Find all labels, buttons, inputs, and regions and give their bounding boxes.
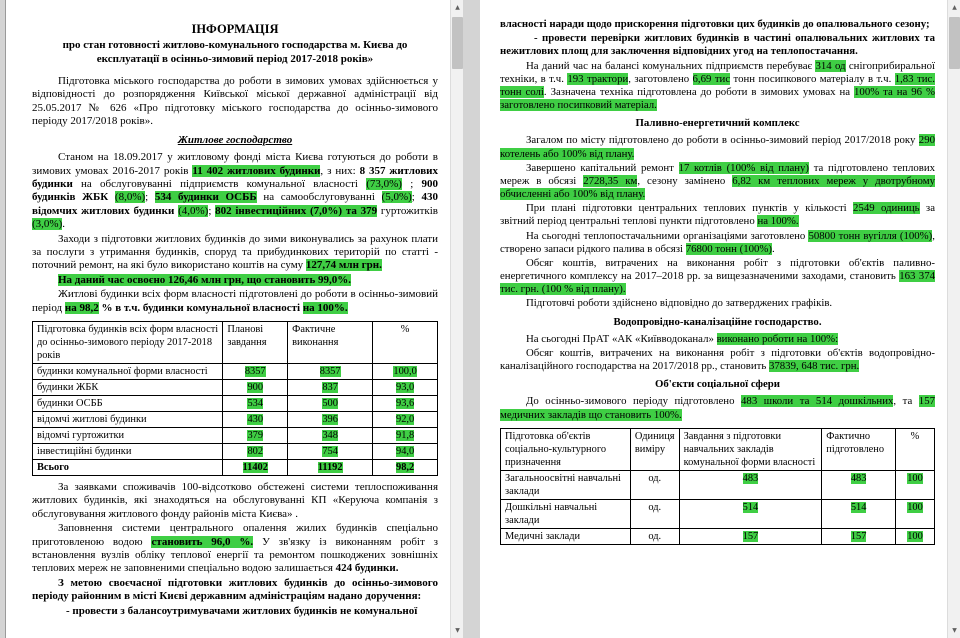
- text-run: , заготовлено: [628, 72, 693, 85]
- table-cell: [373, 459, 438, 475]
- text-run: становить 96,0 %.: [151, 535, 254, 548]
- text-run: 424 будинки.: [335, 562, 399, 575]
- section-heading-housing: Житлове господарство: [177, 133, 293, 146]
- text-run: , з них:: [320, 164, 360, 177]
- table-header-cell: Фактично підготовлено: [822, 428, 896, 470]
- paragraph-water-costs: [500, 347, 935, 373]
- text-run: 17 котлів (100% від плану): [678, 161, 810, 174]
- text-run: 6,69 тис: [692, 72, 731, 85]
- text-run: (4,0%): [178, 204, 209, 217]
- table-row: [33, 379, 438, 395]
- text-run: На сьогодні ПрАТ «АК «Київводоканал»: [526, 332, 717, 345]
- table-cell-value: 11402: [242, 461, 268, 473]
- table-cell: [679, 499, 822, 528]
- text-run: 314 од: [815, 59, 846, 72]
- text-run: , створено запаси рідкого палива в обсязі: [500, 229, 935, 255]
- table-cell: [822, 470, 896, 499]
- housing-readiness-table: [32, 321, 438, 476]
- text-run: ;: [145, 191, 155, 204]
- table-row: [33, 427, 438, 443]
- table-cell-value: 483: [742, 472, 759, 484]
- table-cell-value: 8357: [319, 365, 341, 377]
- left-page-scrollbar[interactable]: [450, 0, 463, 638]
- table-row: [33, 459, 438, 475]
- paragraph-continuation: [500, 18, 935, 31]
- text-run: (3,0%): [32, 218, 63, 231]
- table-cell-value: 837: [322, 381, 338, 393]
- text-run: Обсяг коштів, витрачених на виконання робіт з підготовки об'єктів водопровідно-каналізаційного господарства на 2017/2018 рр., становить: [500, 346, 935, 373]
- text-run: (8,0%): [114, 191, 146, 204]
- text-run: та підготовлено теплових мереж в обсязі: [500, 161, 936, 187]
- text-run: 76800 тонн (100%): [685, 242, 772, 255]
- text-run: Підготовчі роботи здійснено відповідно до затверджених графіків.: [526, 297, 833, 310]
- right-page-scrollbar[interactable]: [947, 0, 960, 638]
- paragraph-fuel-reserves: [500, 230, 935, 256]
- table-cell-value: 514: [850, 501, 867, 513]
- text-run: ;: [401, 177, 422, 190]
- table-cell: [288, 443, 373, 459]
- text-run: 163 374 тис. грн. (100 % від плану).: [500, 270, 935, 296]
- section-heading-water: Водопровідно-каналізаційне господарство.: [613, 315, 822, 328]
- text-run: 534 будинки ОСББ: [154, 191, 257, 204]
- table-cell-value: 379: [247, 429, 264, 441]
- text-run: ;: [208, 204, 216, 217]
- paragraph-heating-fill: [32, 522, 438, 576]
- paragraph-schedules: [500, 297, 935, 310]
- table-cell-value: 92,0: [396, 413, 415, 425]
- table-cell: [223, 443, 288, 459]
- page-right: [480, 0, 960, 638]
- table-cell-value: 802: [247, 445, 264, 457]
- table-cell: [896, 470, 935, 499]
- table-cell-value: 100: [907, 530, 923, 542]
- table-cell: відомчі житлові будинки: [33, 411, 223, 427]
- scroll-up-icon: ▲: [455, 4, 460, 11]
- table-row: [501, 470, 935, 499]
- text-run: 2549 одиниць: [853, 202, 920, 215]
- text-run: (5,0%): [381, 191, 412, 204]
- social-objects-table: [500, 428, 935, 545]
- table-row: [33, 395, 438, 411]
- text-run: За заявками споживачів 100-відсотково обстежені системи теплоспоживання житлових будинків, які знаходяться на обслуговуванні КП «Керуюча компанія з обслуговування житлового фонду районів міста Києва» .: [32, 480, 438, 520]
- table-cell: [223, 459, 288, 475]
- table-cell-value: 93,0: [396, 381, 415, 393]
- text-run: Загалом по місту підготовлено до роботи в осінньо-зимовий період 2017/2018 року: [526, 134, 919, 147]
- table-header-row: [501, 428, 935, 470]
- text-run: 1,83 тис. тонн солі: [500, 72, 935, 98]
- text-run: Завершено капітальний ремонт: [526, 161, 679, 174]
- table-cell: будинки комунальної форми власності: [33, 363, 223, 379]
- table-cell-value: 8357: [244, 365, 266, 377]
- text-run: у двотрубному обчисленні або 100% від плану.: [500, 174, 935, 201]
- paragraph-boiler-houses: [500, 134, 935, 160]
- table-cell-value: 100,0: [393, 365, 417, 377]
- document-title: ІНФОРМАЦІЯ: [191, 22, 279, 36]
- text-run: Станом на 18.09.2017 у житловому фонді міста Києва готуються до роботи в зимових умовах 2016-2017 років: [32, 151, 438, 177]
- table-cell: Всього: [33, 459, 223, 475]
- scroll-down-icon: ▼: [455, 627, 460, 634]
- table-row: [501, 528, 935, 544]
- text-run: 100% та на 96 % заготовлено посипковий матеріал.: [500, 85, 935, 112]
- table-cell: [288, 395, 373, 411]
- text-run: (73,0%): [366, 177, 402, 190]
- text-run: .: [772, 242, 775, 255]
- text-run: 430 відомчих житлових будинки: [32, 191, 439, 217]
- table-cell-value: 93,6: [396, 397, 415, 409]
- paragraph-boiler-repair: [500, 162, 935, 202]
- paragraph-intro: [32, 75, 438, 129]
- table-header-cell: Фактичне виконання: [288, 321, 373, 363]
- table-cell: [223, 427, 288, 443]
- text-run: 127,74 млн грн.: [305, 259, 382, 272]
- text-run: , та: [893, 395, 919, 408]
- text-run: Заповнення системи центрального опалення жилих будинків спеціально приготовленою водою: [32, 522, 438, 548]
- section-heading-social: Об'єкти соціальної сфери: [654, 378, 781, 391]
- table-cell: Медичні заклади: [501, 528, 631, 544]
- text-run: 290 котелень або 100% від плану.: [500, 134, 935, 160]
- text-run: Заходи з підготовки житлових будинків до зими виконувались за рахунок плати за послуги з утримання будинків, споруд та прибудинкових територій по статті - поточний ремонт, на які було використано коштів на суму: [32, 232, 438, 272]
- table-cell: [223, 363, 288, 379]
- text-run: виконано роботи на 100%:: [716, 332, 839, 345]
- text-run: на 100%.: [302, 301, 348, 314]
- text-run: % в т.ч. будинки комунальної власності: [98, 301, 303, 314]
- table-cell: [373, 427, 438, 443]
- text-run: 8 357 житлових будинки: [32, 164, 438, 190]
- text-run: Житлові будинки всіх форм власності підготовлені до роботи в осінньо-зимовий період: [32, 288, 438, 314]
- table-cell: [679, 470, 822, 499]
- text-run: на самообслуговуванні: [256, 191, 382, 204]
- text-run: - провести з балансоутримувачами житлових будинків не комунальної: [66, 604, 418, 617]
- table-cell-value: 514: [742, 501, 759, 513]
- text-run: 157 медичних закладів що становить 100%.: [500, 395, 935, 421]
- paragraph-funds-used: [32, 274, 438, 287]
- table-cell: од.: [630, 528, 679, 544]
- table-cell: [223, 379, 288, 395]
- text-run: На даний час освоєно 126,46 млн грн, що становить 99,0%.: [58, 273, 352, 286]
- text-run: гуртожитків: [377, 204, 438, 217]
- table-cell: Загальноосвітні навчальні заклади: [501, 470, 631, 499]
- table-cell-value: 754: [322, 445, 338, 457]
- text-run: на 98,2: [64, 301, 99, 314]
- document-subtitle: про стан готовності житлово-комунального господарства м. Києва до експлуатації в осінньо-зимовий період 2017-2018 років»: [62, 39, 408, 65]
- table-cell: [373, 363, 438, 379]
- table-cell: будинки ЖБК: [33, 379, 223, 395]
- text-run: 11 402 житлових будинки: [192, 164, 321, 177]
- table-cell: інвестиційні будинки: [33, 443, 223, 459]
- table-cell-value: 91,8: [396, 429, 415, 441]
- table-cell-value: 100: [907, 472, 923, 484]
- table-cell: [223, 411, 288, 427]
- table-cell: [373, 443, 438, 459]
- text-run: власності наради щодо прискорення підготовки цих будинків до опалювального сезону;: [500, 18, 930, 30]
- table-cell: Дошкільні навчальні заклади: [501, 499, 631, 528]
- text-run: 802 інвестиційних (7,0%) та 379: [215, 204, 378, 217]
- paragraph-vodokanal: [500, 333, 935, 346]
- scroll-down-icon: ▼: [952, 627, 957, 634]
- text-run: . Зазначена техніка підготовлена до роботи в зимових умовах на: [543, 85, 855, 98]
- table-cell-value: 430: [247, 413, 264, 425]
- text-run: 37839, 648 тис. грн.: [768, 360, 860, 373]
- page-left: [5, 0, 463, 638]
- text-run: До осінньо-зимового періоду підготовлено: [526, 395, 742, 408]
- scroll-up-icon: ▲: [952, 4, 957, 11]
- table-cell: [373, 395, 438, 411]
- paragraph-instructions: [32, 577, 438, 604]
- table-cell-value: 500: [322, 397, 338, 409]
- text-run: .: [62, 218, 65, 231]
- scroll-up-button[interactable]: [948, 0, 960, 15]
- table-cell: [223, 395, 288, 411]
- paragraph-snow-equipment: [500, 60, 935, 113]
- text-run: на обслуговуванні підприємств комунальної власності: [72, 177, 367, 190]
- table-cell-value: 94,0: [396, 445, 415, 457]
- text-run: - провести перевірки житлових будинків в частині опалювальних житлових та нежитлових площ для заключення відповідних угод на теплопостачання.: [500, 32, 935, 58]
- text-run: снігоприбиральної техніки, в т.ч.: [500, 59, 936, 85]
- table-header-cell: Планові завдання: [223, 321, 288, 363]
- table-header-cell: Підготовка будинків всіх форм власності до осінньо-зимового періоду 2017-2018 років: [33, 321, 223, 363]
- scroll-down-button[interactable]: [451, 623, 463, 638]
- text-run: ;: [411, 191, 422, 204]
- table-cell: [288, 459, 373, 475]
- table-row: [501, 499, 935, 528]
- scroll-up-button[interactable]: [451, 0, 463, 15]
- text-run: 193 трактори: [567, 72, 629, 85]
- text-run: З метою своєчасної підготовки житлових будинків до осінньо-зимового періоду районним в місті Києві державним адміністраціям надано доручення:: [32, 576, 438, 603]
- table-cell: [373, 411, 438, 427]
- table-row: [33, 411, 438, 427]
- text-run: 50800 тонн вугілля (100%): [808, 229, 933, 242]
- table-header-cell: Одиниця виміру: [630, 428, 679, 470]
- text-run: на 100%.: [757, 215, 799, 228]
- table-cell: [288, 363, 373, 379]
- table-header-cell: %: [896, 428, 935, 470]
- table-cell: [896, 499, 935, 528]
- table-cell: од.: [630, 499, 679, 528]
- table-cell-value: 157: [742, 530, 759, 542]
- scroll-down-button[interactable]: [948, 623, 960, 638]
- table-cell: [288, 411, 373, 427]
- table-cell-value: 100: [907, 501, 923, 513]
- table-cell: од.: [630, 470, 679, 499]
- page-right-content: [480, 0, 947, 638]
- table-cell: [373, 379, 438, 395]
- paragraph-heat-points: [500, 202, 935, 228]
- table-cell-value: 157: [850, 530, 867, 542]
- text-run: У зв'язку із виконанням робіт з встановлення вузлів обліку теплової енергії та ремонтом пошкоджених зовнішніх теплових мереж не заповненими спеціально водою залишається: [32, 535, 439, 575]
- text-run: 2728,35 км: [583, 174, 638, 187]
- section-heading-fuel-energy: Паливно-енергетичний комплекс: [635, 117, 800, 130]
- table-cell-value: 900: [247, 381, 264, 393]
- table-cell-value: 11192: [317, 461, 343, 473]
- text-run: 483 школи та 514 дошкільних: [741, 395, 894, 408]
- table-row: [33, 363, 438, 379]
- text-run: При плані підготовки центральних теплових пунктів у кількості: [526, 202, 854, 215]
- paragraph-inspections: [32, 481, 438, 521]
- table-cell-value: 348: [322, 429, 338, 441]
- table-cell-value: 98,2: [396, 461, 415, 473]
- table-cell: [679, 528, 822, 544]
- table-cell: [288, 427, 373, 443]
- paragraph-instruction-item-1: [32, 605, 438, 618]
- paragraph-housing-stock: [32, 151, 438, 231]
- table-cell-value: 483: [850, 472, 867, 484]
- text-run: 900 будинків ЖБК: [32, 177, 438, 204]
- text-run: На сьогодні теплопостачальними організаціями заготовлено: [526, 229, 809, 242]
- table-cell: будинки ОСББ: [33, 395, 223, 411]
- paragraph-instruction-item-2: [500, 32, 935, 58]
- page-left-content: [6, 0, 450, 638]
- table-header-row: [33, 321, 438, 363]
- text-run: за звітний період центральні теплові пункти підготовлено: [500, 202, 935, 228]
- table-cell: [288, 379, 373, 395]
- text-run: Підготовка міського господарства до роботи в зимових умовах здійснюється у відповідності до розпорядження Київської міської державної адміністрації від 25.05.2017 № 626 «Про підготовку міського господарства до осінньо-зимового періоду 2017/2018 років».: [32, 75, 438, 128]
- table-cell-value: 534: [247, 397, 264, 409]
- scrollbar-thumb[interactable]: [452, 17, 463, 69]
- table-cell-value: 396: [322, 413, 338, 425]
- table-cell: [822, 528, 896, 544]
- table-cell: відомчі гуртожитки: [33, 427, 223, 443]
- text-run: Обсяг коштів, витрачених на виконання робіт з підготовки об'єктів паливно-енергетичного комплексу на 2017–2018 рр. за вищезазначеними заходами, становить: [500, 256, 935, 283]
- table-header-cell: Підготовка об'єктів соціально-культурного призначення: [501, 428, 631, 470]
- text-run: 6,82 км теплових мереж: [732, 174, 856, 187]
- table-header-cell: Завдання з підготовки навчальних закладів комунальної форми власності: [679, 428, 822, 470]
- table-row: [33, 443, 438, 459]
- table-cell: [896, 528, 935, 544]
- text-run: тонн посипкового матеріалу в т.ч.: [730, 72, 895, 85]
- paragraph-readiness: [32, 288, 438, 315]
- table-cell: [822, 499, 896, 528]
- text-run: , сезону замінено: [637, 174, 733, 187]
- scrollbar-thumb[interactable]: [949, 17, 960, 69]
- table-header-cell: %: [373, 321, 438, 363]
- paragraph-social-objects: [500, 395, 935, 421]
- paragraph-funding: [32, 233, 438, 273]
- text-run: На даний час на балансі комунальних підприємств перебуває: [526, 59, 816, 72]
- paragraph-fuel-costs: [500, 257, 935, 297]
